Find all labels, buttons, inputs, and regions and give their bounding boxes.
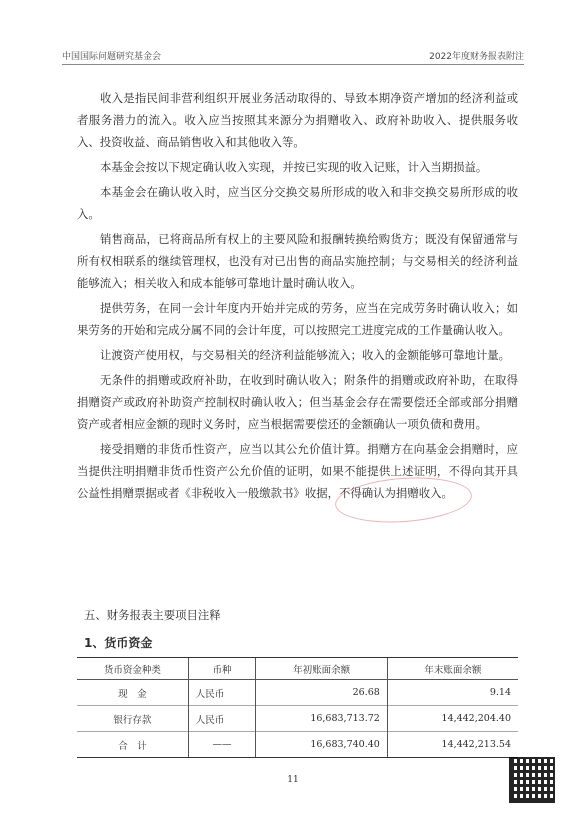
paragraph: 接受捐赠的非货币性资产，应当以其公允价值计算。捐赠方在向基金会捐赠时，应当提供注明捐赠非货币性资产公允价值的证明，如果不能提供上述证明，不得向其开具公益性捐赠票据或者《非税收入一般缴款书》收据，不得确认为捐赠收入。 — [77, 442, 518, 500]
header-divider — [62, 64, 524, 65]
paragraph: 本基金会在确认收入时，应当区分交换交易所形成的收入和非交换交易所形成的收入。 — [77, 185, 518, 221]
table-cell: 26.68 — [256, 680, 387, 706]
table-header-cell: 货币资金种类 — [77, 658, 188, 680]
table-cell: 合 计 — [77, 732, 188, 758]
table-cell: 14,442,213.54 — [387, 732, 518, 758]
header-org-name: 中国国际问题研究基金会 — [62, 52, 162, 62]
qr-code-icon — [509, 757, 555, 803]
page-number: 11 — [287, 775, 299, 785]
table-row — [77, 732, 518, 758]
table-cell: 9.14 — [387, 680, 518, 706]
table-header-cell: 币种 — [188, 658, 256, 680]
table-cell: 现 金 — [77, 680, 188, 706]
table-cell: 16,683,713.72 — [256, 706, 387, 732]
paragraph: 让渡资产使用权，与交易相关的经济利益能够流入；收入的金额能够可靠地计量。 — [100, 348, 511, 362]
table-cell: 人民币 — [188, 706, 256, 732]
table-row — [77, 706, 518, 732]
paragraph: 提供劳务，在同一会计年度内开始并完成的劳务，应当在完成劳务时确认收入；如果劳务的开始和完成分属不同的会计年度，可以按照完工进度完成的工作量确认收入。 — [77, 301, 518, 337]
paragraph: 无条件的捐赠或政府补助，在收到时确认收入；附条件的捐赠或政府补助，在取得捐赠资产或政府补助资产控制权时确认收入；但当基金会存在需要偿还全部或部分捐赠资产或者相应金额的现时义务时，应当根据需要偿还的金额确认一项负债和费用。 — [77, 373, 518, 431]
table-cell: 14,442,204.40 — [387, 706, 518, 732]
table-cell: —— — [188, 732, 256, 758]
table-row — [77, 680, 518, 706]
header-doc-title: 2022年度财务报表附注 — [429, 52, 524, 62]
table-header-row — [77, 658, 518, 680]
section-title: 五、财务报表主要项目注释 — [84, 608, 221, 622]
table-header-cell: 年末账面余额 — [387, 658, 518, 680]
table-header-cell: 年初账面余额 — [256, 658, 387, 680]
paragraph: 收入是指民间非营利组织开展业务活动取得的、导致本期净资产增加的经济利益或者服务潜力的流入。收入应当按照其来源分为捐赠收入、政府补助收入、提供服务收入、投资收益、商品销售收入和其他收入等。 — [77, 91, 518, 149]
paragraph: 销售商品，已将商品所有权上的主要风险和报酬转换给购货方；既没有保留通常与所有权相联系的继续管理权，也没有对已出售的商品实施控制；与交易相关的经济利益能够流入；相关收入和成本能够可靠地计量时确认收入。 — [77, 232, 518, 290]
subsection-title: 1、货币资金 — [84, 636, 153, 650]
body-text — [77, 87, 518, 507]
table-cell: 人民币 — [188, 680, 256, 706]
table-cell: 银行存款 — [77, 706, 188, 732]
table-cell: 16,683,740.40 — [256, 732, 387, 758]
paragraph: 本基金会按以下规定确认收入实现，并按已实现的收入记账，计入当期损益。 — [100, 160, 488, 174]
cash-table — [77, 657, 518, 758]
